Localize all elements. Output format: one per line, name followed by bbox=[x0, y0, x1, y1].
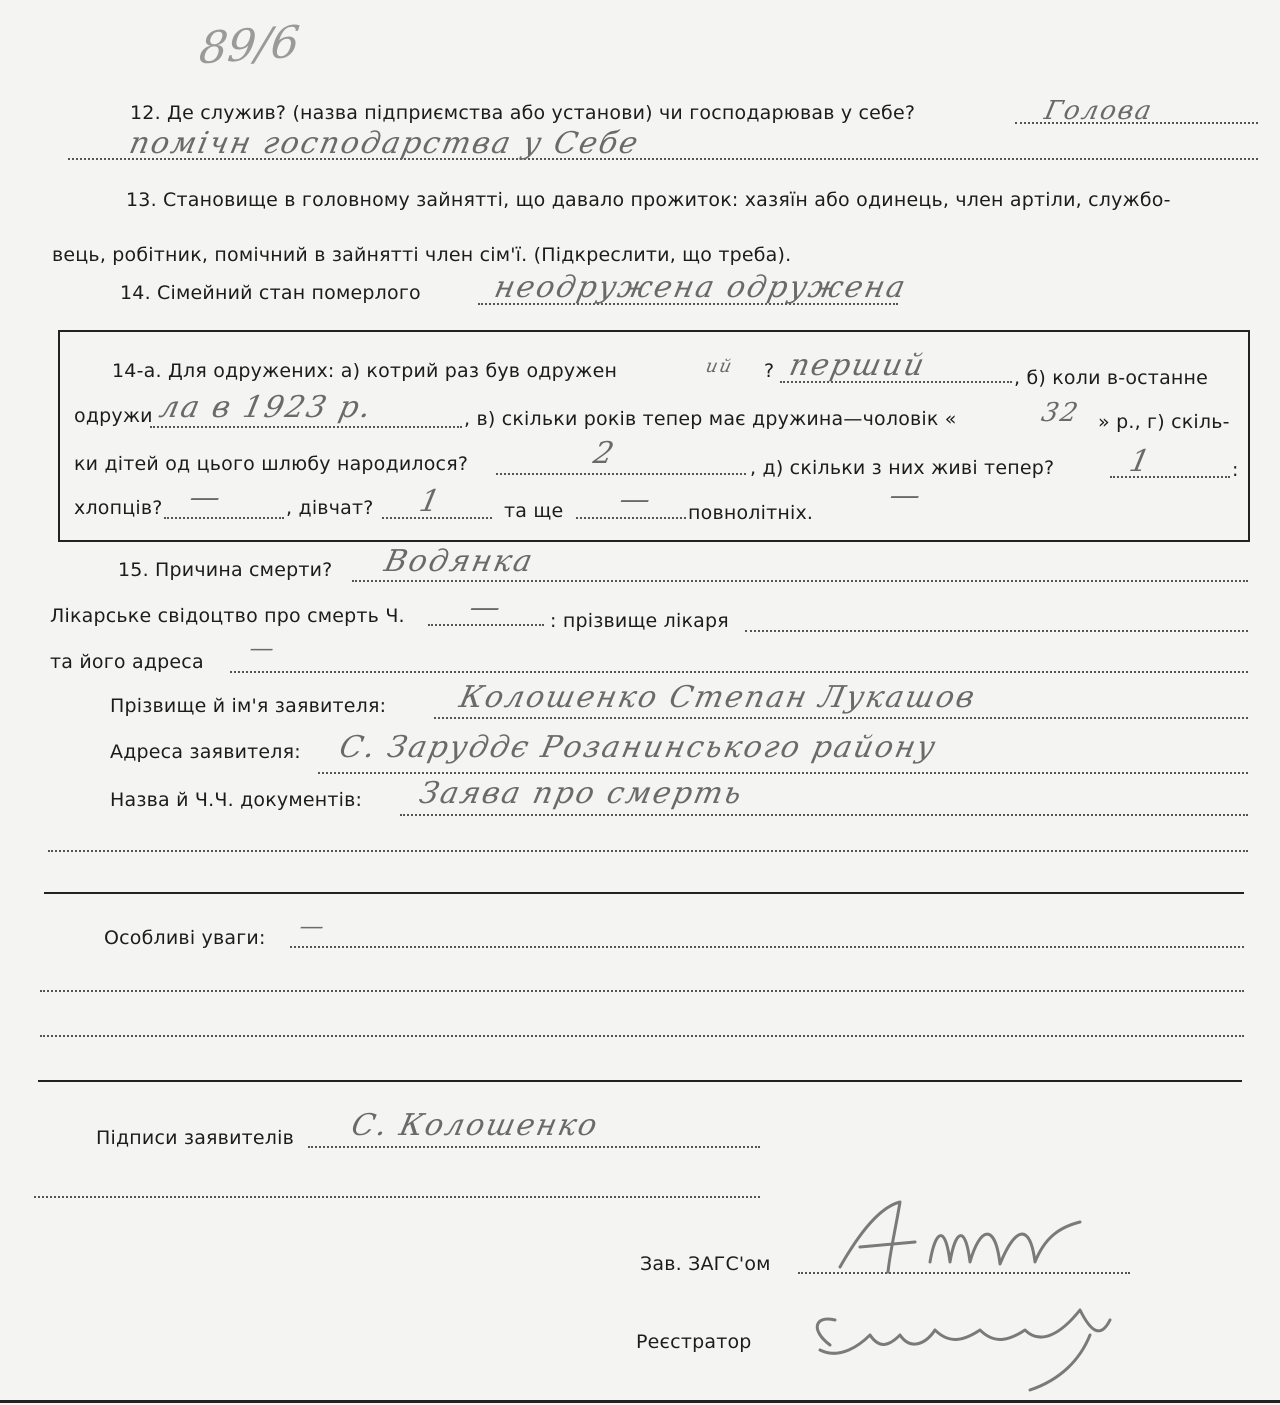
q15-answer: Водянка bbox=[381, 544, 538, 579]
notes-answer: — bbox=[297, 912, 329, 940]
q14a-line-4-answer: — bbox=[186, 480, 226, 515]
q14a-line-3-c: : bbox=[1232, 459, 1239, 481]
q14a-line-1-b: , б) коли в-останне bbox=[1014, 367, 1209, 389]
applicant-docs-answer: Заява про смерть bbox=[416, 776, 747, 811]
q15-answer-line bbox=[352, 580, 1248, 582]
q14a-line-4-answer-line bbox=[164, 517, 284, 519]
zags-signature bbox=[820, 1192, 1120, 1282]
applicant-docs-label: Назва й Ч.Ч. документів: bbox=[110, 789, 363, 811]
applicant-name-label: Прізвище й ім'я заявителя: bbox=[110, 695, 387, 717]
q14a-line-3-a: ки дітей од цього шлюбу народилося? bbox=[74, 453, 469, 475]
q14a-line-2-c: » р., г) скіль- bbox=[1098, 411, 1230, 433]
page-bottom-rule bbox=[0, 1400, 1280, 1403]
section-rule-1 bbox=[44, 892, 1244, 894]
q14a-line-4-a: хлопців? bbox=[74, 497, 163, 519]
notes-line-2 bbox=[40, 990, 1244, 992]
q14a-line-4-c: та ще bbox=[504, 500, 564, 522]
q14-answer: неодружена одружена bbox=[491, 270, 911, 305]
notes-line-3 bbox=[40, 1035, 1244, 1037]
applicant-name-answer: Колошенко Степан Лукашов bbox=[456, 680, 980, 715]
q14a-line-3-answer-line bbox=[496, 473, 746, 475]
q14a-line-2-a: одружи bbox=[74, 405, 153, 427]
q15-label: 15. Причина смерти? bbox=[118, 559, 333, 581]
signatures-answer: С. Колошенко bbox=[348, 1108, 603, 1143]
q14a-line-1-a: 14-а. Для одружених: а) котрий раз був одружен bbox=[112, 360, 618, 382]
section-rule-2 bbox=[38, 1080, 1242, 1082]
signatures-label: Підписи заявителів bbox=[96, 1127, 295, 1149]
q15-cert-label: Лікарське свідоцтво про смерть Ч. bbox=[50, 605, 405, 627]
zags-label: Зав. ЗАГС'ом bbox=[640, 1253, 771, 1275]
q12-answer-2: помічн господарства у Себе bbox=[126, 126, 643, 161]
notes-line-1 bbox=[290, 946, 1244, 948]
q14a-line-3-answer2: 1 bbox=[1126, 444, 1155, 479]
docs-extra-line bbox=[48, 850, 1248, 852]
registrar-signature bbox=[790, 1290, 1150, 1400]
q12-answer-1: Голова bbox=[1041, 96, 1156, 126]
q13-line-1: 13. Становище в головному зайнятті, що давало прожиток: хазяїн або одинець, член артіли, службо- bbox=[126, 189, 1171, 211]
notes-label: Особливі уваги: bbox=[104, 927, 266, 949]
q15-address-line bbox=[230, 671, 1248, 673]
registrar-label: Реєстратор bbox=[636, 1331, 752, 1353]
q14a-line-1-suffix: ий bbox=[703, 356, 736, 377]
q13-line-2: вець, робітник, помічний в зайнятті член сім'ї. (Підкреслити, що треба). bbox=[52, 244, 792, 266]
q14a-line-4-answer2: 1 bbox=[416, 484, 445, 519]
q14a-line-2-answer: ла в 1923 р. bbox=[156, 390, 376, 425]
q14-label: 14. Сімейний стан померлого bbox=[120, 282, 421, 304]
q14a-line-4-answer3: — bbox=[616, 482, 656, 517]
q14a-line-1-q: ? bbox=[764, 360, 775, 382]
q12-label: 12. Де служив? (назва підприємства або установи) чи господарював у себе? bbox=[130, 102, 916, 124]
applicant-name-line bbox=[434, 717, 1248, 719]
q14a-line-4-b: , дівчат? bbox=[286, 497, 374, 519]
q14a-line-2-b: , в) скільки років тепер має дружина—чоловік « bbox=[464, 408, 957, 430]
q15-doctor-label: : прізвище лікаря bbox=[550, 610, 729, 632]
applicant-address-label: Адреса заявителя: bbox=[110, 741, 301, 763]
archive-number: 89/6 bbox=[196, 16, 303, 75]
q14a-line-3-answer: 2 bbox=[590, 436, 619, 471]
q15-cert-answer: — bbox=[466, 590, 506, 625]
applicant-address-line bbox=[318, 772, 1248, 774]
q14a-line-4-answer4: — bbox=[886, 478, 926, 513]
applicant-docs-line bbox=[400, 814, 1248, 816]
q14a-line-1-answer: перший bbox=[786, 348, 930, 383]
signatures-line bbox=[308, 1146, 760, 1148]
signatures-line-2 bbox=[34, 1196, 760, 1198]
applicant-address-answer: С. Заруддє Розанинського району bbox=[336, 730, 941, 765]
q14a-line-2-answer-line bbox=[150, 426, 462, 428]
q14a-line-2-answer2: 32 bbox=[1038, 398, 1083, 428]
q14a-line-4-d: повнолітніх. bbox=[688, 502, 814, 524]
q15-address-label: та його адреса bbox=[50, 651, 204, 673]
q15-doctor-line bbox=[745, 630, 1248, 632]
q15-address-answer: — bbox=[247, 634, 279, 662]
q14a-line-3-b: , д) скільки з них живі тепер? bbox=[750, 457, 1055, 479]
q14a-line-4-answer3-line bbox=[576, 517, 686, 519]
